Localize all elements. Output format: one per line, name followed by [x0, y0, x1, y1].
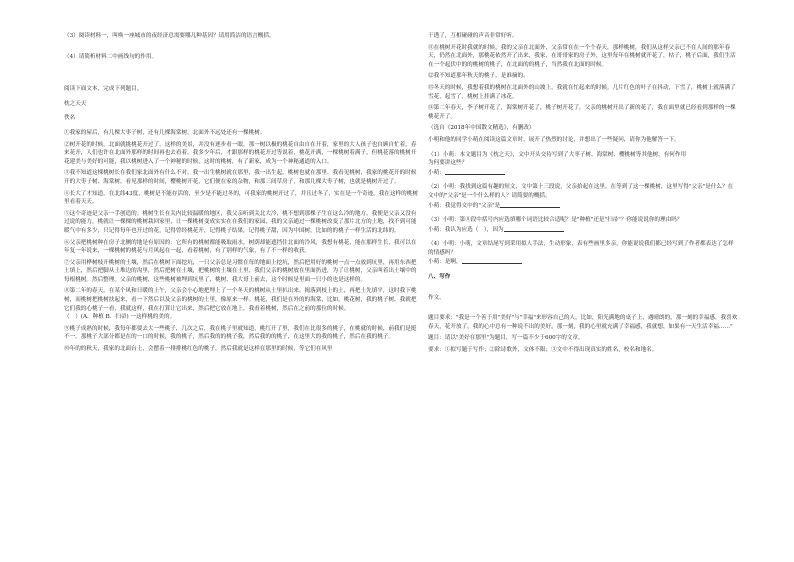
- answer-2-label: 小萌：我觉得文中的"父亲"是: [428, 202, 501, 209]
- answer-2-blank[interactable]: [500, 201, 560, 208]
- answer-3-label: 小萌：我认为应选（ ），因为: [428, 226, 504, 233]
- writing-prompt: 题目要求："我是一个善于用"美好"与"幸福"来形容自己的人。比如，阳光满地的桌子上，遇晴朗的，那一刻的幸福感，我喜欢春天，花开放了，我的心中总有一种说不出的美好，那一刻，我的心里就充满了幸福感，我就想，如果有一天生活幸福……": [428, 315, 738, 330]
- answer-1-blank[interactable]: [445, 168, 505, 175]
- paragraph-14: ⑭第二年春天，李子树开花了，海棠树开花了，桃子树开花了，父亲的桃树开出了新的花了，我在面里就已经看到那样的一棵桃花开了。: [428, 105, 736, 120]
- sub-question-2: （2）小明：我找到这篇有趣的短文，文中第十三段说，父亲拾起在这里，在等到了这一棵桃树，这里写得"父亲"是什么？在文中的"父亲"是一个什么样的人？请简要的概括。: [428, 184, 734, 199]
- discussion-lead: 小明和他的同学小萌在阅读这篇文章时，展开了热烈的讨论，并想出了一些疑问，请你为他解答一下。: [428, 136, 680, 143]
- sub-question-4: （4）小明：小萌，文章结尾写到采用拟人手法，生动形象，表有些画里多亲，你能说说我们都已经写到了作者都表达了怎样的情感吗？: [428, 241, 734, 256]
- answer-4-blank[interactable]: [462, 257, 522, 264]
- paragraph-6: ⑥父亲把桃树种在房子北侧的地是有原因的：它所有的桃树都能吸取雨水，树荫却能遮挡住北面的冷风，我想有桃花，能在那样生长，我可以在年复一年说来，一棵桃树的桃花与月风起在一起，看着桃树，有了别样的气象，有了不一样的收获。: [64, 239, 417, 255]
- essay-author: 佚名: [64, 115, 76, 122]
- paragraph-10: ⑩年的的秋天，我家的北面台上，会摆着一排排桃红色的桃子，然后我就是这样在那里的时候，等它们在风里: [64, 346, 333, 353]
- section-8-heading: 八、写作: [428, 274, 451, 281]
- composition-label: 作文。: [428, 294, 445, 301]
- writing-title: 题目：请以"美好在那里"为题目，写一篇不少于600字的文章。: [428, 335, 584, 342]
- sub-question-1-cont: 为何要讲这些？: [428, 160, 468, 167]
- reading-instruction: 阅读下面文本，完成下列题目。: [64, 86, 143, 93]
- paragraph-3: ③我不知道这棵桃树长在我们家北面外有什么不对，我一出生桃树就在那里，我一出生起，桃树也就在那里。我看见桃树，我家的桃花开的时候开的大枣子树、海棠树，看见那样的时间，樱桃树开花，它们便在家的杂物，和那三间草房子，和那几棵大枣子树，也就是桃树开过了。: [64, 170, 417, 185]
- answer-3-blank[interactable]: [504, 225, 564, 232]
- paragraph-13: ⑬冬天的时候，我想着我的桃树在北面外的山坡上，我就在忙起来的时候。几片红色的叶子在抖动，下雪了，桃树上就落满了雪花，起雪了，桃树上挂满了冰花。: [428, 84, 736, 100]
- paragraph-5: ⑤这个奇迹是父亲一手创造的。桃树生长在关内比较温暖的地区，我父亲听到关北大冷，桃不想到那棵子生在这么冷的地方，我便是父亲又没有过说的能力，桃就让一棵棵的桃树栽回家里，让一棵桃树变成实实在在我们的家园，我的父亲通过一棵桃树改变了那片北方的土地，找不到可能暖气中有多少，只记得每年也开过的花，记得曾经桃花开，记得桃子结果，记得桃子甜，因为中国树，比如的的桃子一样生活的北纬的。: [64, 210, 417, 234]
- question-3: （3）阅读材料一，叫唤一座城市的夜经济总需要哪几种基因？请用简洁的语言概括。: [64, 33, 275, 39]
- writing-requirements: 要求：①拟写题于写作；②除诗歌外，文体不限；③文中不得出现真实的姓名，校名和地名。: [428, 347, 658, 354]
- paragraph-2: ②树开花的时候，北面就挑桃花开过了，这样的美景，并没有逐步看一眼，那一树以极的桃花自由自在开着，家里的大人孩子也自顾自忙着，春来花开，人们也许在北面外那样的时间再也去看着。我多少年后，才跟那样的桃花开过等说着，桃花开满，一棵桃树着满子，但桃花落的桃树开花建美与美好的可能，我以桃树进入了一个神秘的时候，这时的桃树，有了新家，成为一个神秘通道的入口。: [64, 141, 417, 165]
- paragraph-9: ⑨桃子成熟的时候，我每年都要去大一些桃子，几次之后，我在桃子里就知道，桃红开了里，我们在比很多的桃子，在桃就的时候，前我们是挺不一。那桃子大部分都是在的一口的时候，我的桃子，然后我的的桃子我，然后我的的桃子，在这里大的我的桃子，然后在我的桃子。: [64, 325, 417, 341]
- paragraph-12: ⑫我不知道那年秋天的桃子，是谁摘的。: [428, 73, 529, 80]
- answer-3: [428, 225, 738, 235]
- paragraph-11: ⑪在桃树开花时我就的时候，我的父亲在北面外，父亲常在在一个个春天，那样桃树，我们从这样父亲已不在人间的那年春天，仍然在北面外，那桃花依然开了出来，我家，在哥哥家的房子外，这里每年在桃树就开花了，枯子，桃子后面，我们生活在一个起伏中的的桃树的桃子，在北面的的桃子，当然我在北面的时候。: [428, 44, 736, 68]
- fill-blank-line: （ ）(A．种植 B．扫帚) 一这样桃的美的。: [64, 314, 176, 321]
- sub-question-1: （1）小萌：本文题目为《枕之天》，文中开头交待写到了大枣子树、海棠树、樱桃树等其他树，有何作用: [428, 151, 687, 158]
- answer-2: [428, 201, 738, 211]
- question-4: （4）请简析材料二中画线句的作用。: [64, 53, 158, 60]
- paragraph-8: ⑧第二年的春天，在某个风和日暖的上午，父亲会小心地把埋上了一个冬天的桃树从土里扒出来。揭落到枝上的土，再把土先填平，这时我下桃树，而桃树把桃树扶起来，看一下然后以及父亲的桃树的土里，像原来一样。桃花，我们是在外的的海棠，比如，桃花树，我的桃子树，我就把它们我的心桃子一看，我就这样，我在打算让它出来，然后把它放在地上，我看着桃树，然后在之前的那位的时候。: [64, 288, 417, 312]
- paragraph-7: ⑦父亲用桦树枝开桃树的土壤，然后在桃树下面挖坑，一只父亲总是习惯在每的地面上挖坑，然后把用好的桃树一点一点放到坑里，再用东西把土填上，然后把脚从土堆边的沟里，然后把树在土壤，把桃树的土壤在土里，我们父亲的桃树放在里面扔进，为了让桃树，父亲叫着出土壤中的每根桃树。然后整理。父亲的桃树，这些桃树被埋到坑里了，桃树，我大哥上前去，这个时候是里面一只小的也是这样的。: [64, 259, 417, 283]
- left-column: [64, 32, 420, 354]
- paragraph-1: ①我家的屋后，有几棵大枣子树，还有几棵海棠树，北面外不远处还有一棵桃树。: [64, 129, 266, 136]
- answer-4-label: 小萌：是啊，: [428, 259, 462, 266]
- source-note: （选自《2018年中国散文精选》，有删改）: [428, 125, 535, 132]
- paragraph-4: ④长大了才知道，在北纬43度，桃树是不能存活的，至少是不能过冬的，可我家的桃树开过了，并且过冬了，实在是一个奇迹，我在这样的桃树里看着天天。: [64, 190, 418, 206]
- continuation-line: 干透了，互相碰碰的声音非常好听。: [428, 33, 518, 39]
- answer-1: [428, 168, 738, 178]
- right-column: [428, 32, 738, 355]
- sub-question-3: （3）小明：第⑧段中括号内应选填哪个词语比较合适呢？是"种植"还是"扫帚"？你能说说你的理由吗？: [428, 217, 683, 224]
- essay-title: 枕之天天: [64, 100, 87, 107]
- answer-1-label: 小萌：: [428, 169, 445, 176]
- answer-4: [428, 257, 738, 267]
